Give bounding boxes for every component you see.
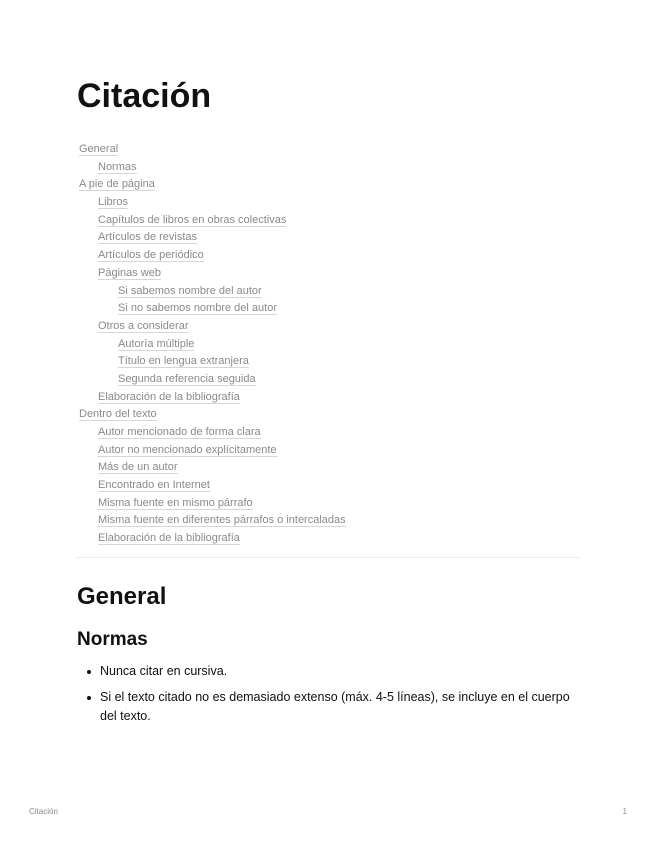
- toc-link[interactable]: Más de un autor: [98, 461, 178, 474]
- divider: [77, 557, 579, 558]
- toc-item: [78, 283, 580, 301]
- toc-link[interactable]: Elaboración de la bibliografía: [98, 532, 240, 545]
- toc-link[interactable]: Autor no mencionado explícitamente: [98, 443, 277, 456]
- toc-item: [78, 371, 580, 389]
- page-title: Citación: [77, 77, 212, 115]
- toc-item: [78, 176, 580, 194]
- footer-title: Citación: [29, 807, 58, 816]
- toc-link[interactable]: Artículos de revistas: [98, 231, 198, 244]
- toc-item: [78, 530, 580, 548]
- bullet-item: Nunca citar en cursiva.: [77, 662, 577, 681]
- bullet-list: [77, 662, 577, 733]
- toc-link[interactable]: Artículos de periódico: [98, 249, 204, 262]
- toc-link[interactable]: Elaboración de la bibliografía: [98, 390, 240, 403]
- toc-item: [78, 477, 580, 495]
- section-subheading: Normas: [77, 629, 148, 650]
- page-number: 1: [622, 807, 627, 816]
- toc-item: [78, 512, 580, 530]
- toc-link[interactable]: Autoría múltiple: [118, 337, 195, 350]
- toc-link[interactable]: Si sabemos nombre del autor: [118, 284, 262, 297]
- toc-item: [78, 141, 580, 159]
- section-heading: General: [77, 583, 167, 610]
- toc-link[interactable]: Libros: [98, 196, 128, 209]
- toc-item: [78, 424, 580, 442]
- toc-item: [78, 159, 580, 177]
- toc-item: [78, 300, 580, 318]
- toc-item: [78, 194, 580, 212]
- toc-link[interactable]: Segunda referencia seguida: [118, 372, 256, 385]
- toc-link[interactable]: A pie de página: [79, 178, 155, 191]
- table-of-contents: [78, 141, 580, 548]
- toc-link[interactable]: Encontrado en Internet: [98, 479, 210, 492]
- toc-item: [78, 336, 580, 354]
- toc-item: [78, 229, 580, 247]
- toc-item: [78, 353, 580, 371]
- toc-link[interactable]: Misma fuente en mismo párrafo: [98, 496, 253, 509]
- toc-item: [78, 406, 580, 424]
- bullet-item: Si el texto citado no es demasiado extenso (máx. 4-5 líneas), se incluye en el cuerpo del texto.: [77, 688, 577, 726]
- toc-link[interactable]: Normas: [98, 160, 137, 173]
- toc-item: [78, 212, 580, 230]
- toc-item: [78, 389, 580, 407]
- toc-link[interactable]: Autor mencionado de forma clara: [98, 426, 261, 438]
- toc-item: [78, 442, 580, 460]
- toc-link[interactable]: Si no sabemos nombre del autor: [118, 302, 277, 315]
- toc-item: [78, 247, 580, 265]
- toc-link[interactable]: Título en lengua extranjera: [118, 355, 249, 368]
- toc-link[interactable]: Otros a considerar: [98, 319, 189, 332]
- toc-item: [78, 265, 580, 283]
- toc-link[interactable]: General: [79, 143, 119, 155]
- toc-link[interactable]: Dentro del texto: [79, 408, 157, 421]
- toc-link[interactable]: Páginas web: [98, 266, 161, 279]
- toc-item: [78, 495, 580, 513]
- toc-item: [78, 459, 580, 477]
- toc-link[interactable]: Misma fuente en diferentes párrafos o intercaladas: [98, 514, 346, 527]
- toc-link[interactable]: Capítulos de libros en obras colectivas: [98, 213, 287, 226]
- toc-item: [78, 318, 580, 336]
